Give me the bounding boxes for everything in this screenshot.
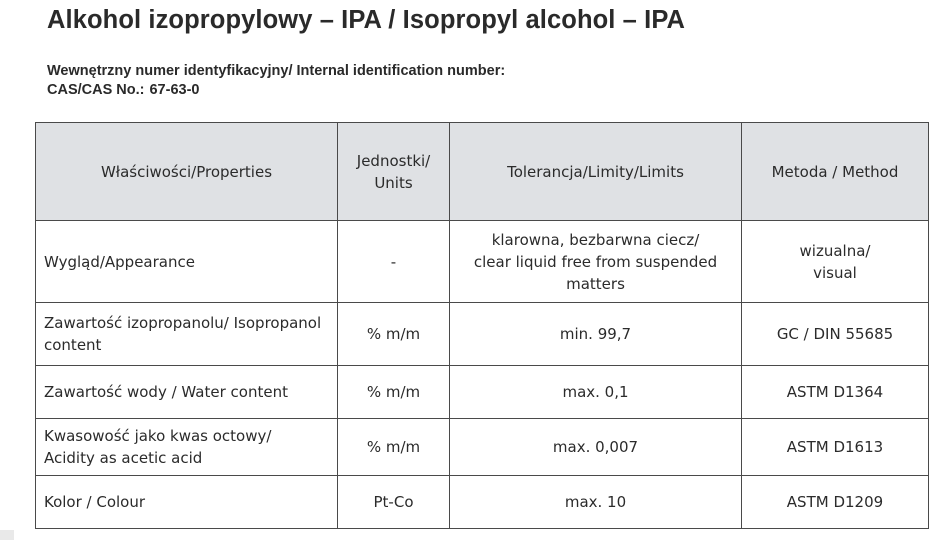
cell-unit: % m/m — [338, 366, 450, 419]
cell-line: ASTM D1364 — [786, 383, 884, 401]
cell-unit: % m/m — [338, 419, 450, 476]
header-tolerance: Tolerancja/Limity/Limits — [450, 123, 742, 221]
table-row — [36, 419, 929, 476]
table-row — [36, 366, 929, 419]
cell-method — [742, 221, 929, 303]
header-units-line2: Units — [374, 173, 413, 192]
cell-tolerance — [450, 419, 742, 476]
cell-method — [742, 476, 929, 529]
cell-line: Acidity as acetic acid — [44, 449, 203, 467]
cell-line: Zawartość izopropanolu/ Isopropanol — [44, 314, 322, 332]
header-method: Metoda / Method — [742, 123, 929, 221]
cell-line: Zawartość wody / Water content — [44, 383, 288, 401]
document-title: Alkohol izopropylowy – IPA / Isopropyl alcohol – IPA — [47, 6, 686, 34]
cell-tolerance — [450, 476, 742, 529]
internal-id-label: Wewnętrzny numer identyfikacyjny/ Internal identification number: — [47, 63, 506, 79]
scan-corner-mark — [0, 530, 14, 540]
cell-line: Kolor / Colour — [44, 493, 146, 511]
cas-number — [47, 82, 199, 98]
cell-method — [742, 419, 929, 476]
cell-tolerance — [450, 366, 742, 419]
header-units-line1: Jednostki/ — [356, 151, 431, 170]
cell-unit: % m/m — [338, 303, 450, 366]
cell-method — [742, 366, 929, 419]
cell-line: Kwasowość jako kwas octowy/ — [44, 427, 272, 445]
cell-line: max. 0,007 — [552, 438, 639, 456]
cell-method — [742, 303, 929, 366]
header-units — [338, 123, 450, 221]
cas-value: 67-63-0 — [149, 82, 200, 98]
cell-tolerance — [450, 221, 742, 303]
cell-property — [36, 303, 338, 366]
cell-property — [36, 221, 338, 303]
cell-property — [36, 366, 338, 419]
cell-line: min. 99,7 — [559, 325, 632, 343]
header-properties: Właściwości/Properties — [36, 123, 338, 221]
specification-table — [35, 122, 929, 529]
table-row — [36, 221, 929, 303]
cell-line: matters — [566, 274, 625, 293]
table-header-row — [36, 123, 929, 221]
cell-line: max. 10 — [564, 493, 627, 511]
cell-line: visual — [813, 263, 857, 282]
cell-tolerance — [450, 303, 742, 366]
cas-label: CAS/CAS No.: — [47, 82, 145, 98]
table-row — [36, 303, 929, 366]
cell-line: Wygląd/Appearance — [44, 252, 195, 271]
cell-property — [36, 419, 338, 476]
cell-line: GC / DIN 55685 — [776, 325, 894, 343]
cell-line: max. 0,1 — [562, 383, 629, 401]
cell-line: ASTM D1209 — [786, 493, 884, 511]
cell-line: klarowna, bezbarwna ciecz/ — [491, 230, 700, 249]
cell-unit: Pt-Co — [338, 476, 450, 529]
cell-unit: - — [338, 221, 450, 303]
cell-line: wizualna/ — [799, 241, 871, 260]
cell-property — [36, 476, 338, 529]
cell-line: clear liquid free from suspended — [473, 252, 718, 271]
cell-line: content — [44, 336, 102, 354]
cell-line: ASTM D1613 — [786, 438, 884, 456]
table-row — [36, 476, 929, 529]
